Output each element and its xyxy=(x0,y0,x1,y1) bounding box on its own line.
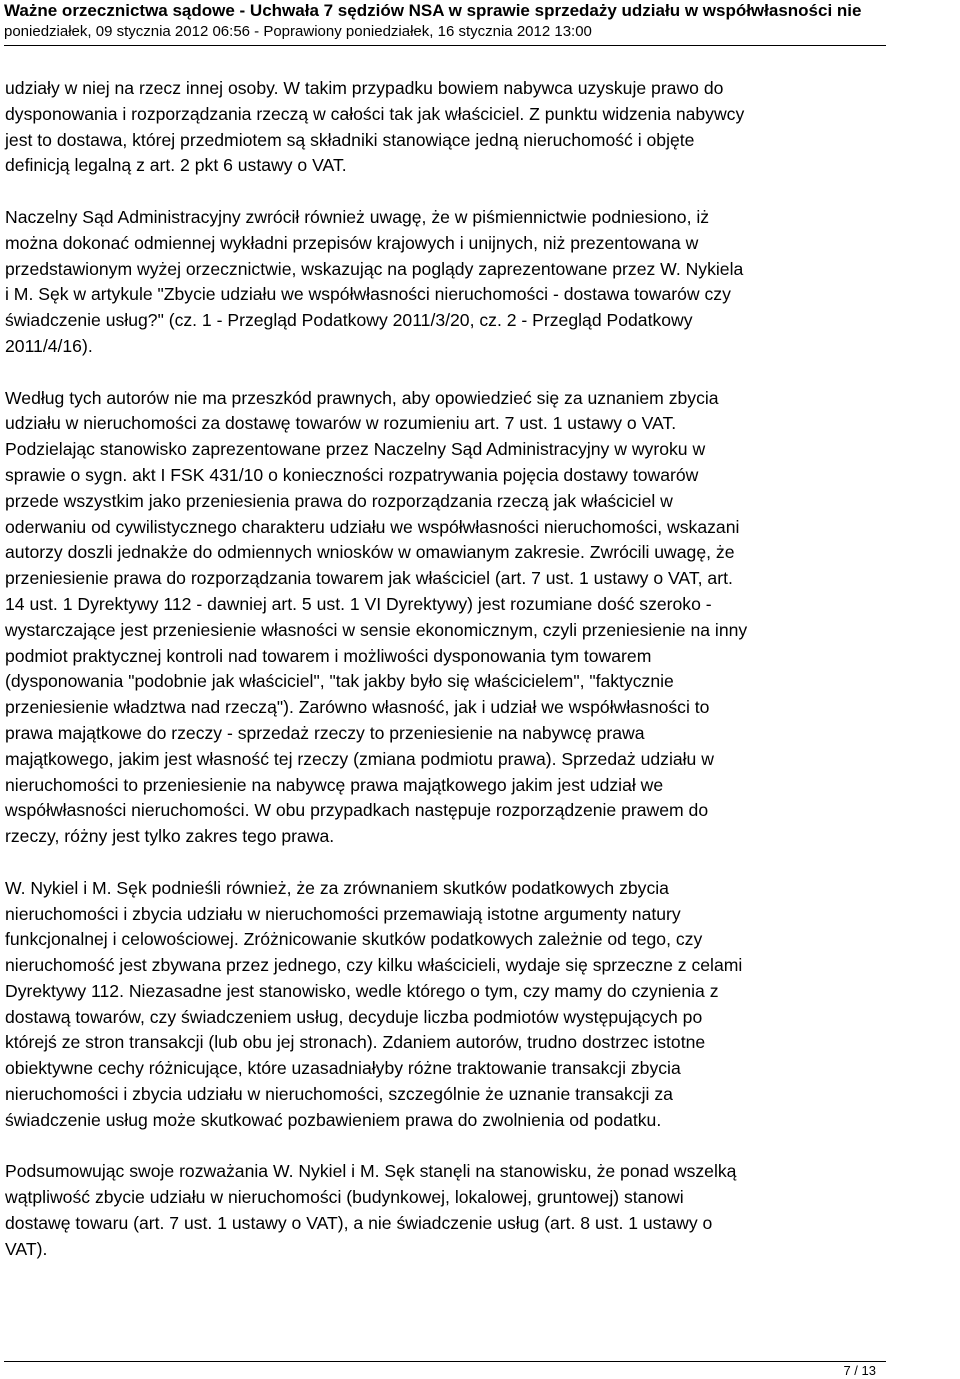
document-title: Ważne orzecznictwa sądowe - Uchwała 7 sędziów NSA w sprawie sprzedaży udziału w współwłasności nie xyxy=(4,1,862,20)
header-divider xyxy=(4,45,886,46)
article-body xyxy=(5,76,890,1288)
paragraph: udziały w niej na rzecz innej osoby. W takim przypadku bowiem nabywca uzyskuje prawo do dysponowania i rozporządzania rzeczą w całości tak jak właściciel. Z punktu widzenia nabywcy jest to dostawa, której przedmiotem są składniki stanowiące jedną nieruchomość i objęte definicją legalną z art. 2 pkt 6 ustawy o VAT. xyxy=(5,78,745,176)
paragraph: W. Nykiel i M. Sęk podnieśli również, że za zrównaniem skutków podatkowych zbycia nieruchomości i zbycia udziału w nieruchomości przemawiają istotne argumenty natury funkcjonalnej i celowościowej. Zróżnicowanie skutków podatkowych zależnie od tego, czy nieruchomość jest zbywana przez jednego, czy kilku właścicieli, wydaje się sprzeczne z celami Dyrektywy 112. Niezasadne jest stanowisko, wedle którego o tym, czy mamy do czynienia z dostawą towarów, czy świadczeniem usług, decyduje liczba podmiotów występujących po którejś ze stron transakcji (lub obu jej stronach). Zdaniem autorów, trudno dostrzec istotne obiektywne cechy różnicujące, które uzasadniałyby różne traktowanie transakcji zbycia nieruchomości i zbycia udziału w nieruchomości, szczególnie że uznanie transakcji za świadczenie usług może skutkować pozbawieniem prawa do zwolnienia od podatku. xyxy=(5,877,743,1130)
paragraph: Według tych autorów nie ma przeszkód prawnych, aby opowiedzieć się za uznaniem zbycia udziału w nieruchomości za dostawę towarów w rozumieniu art. 7 ust. 1 ustawy o VAT. Podzielając stanowisko zaprezentowane przez Naczelny Sąd Administracyjny w wyroku w sprawie o sygn. akt I FSK 431/10 o konieczności rozpatrywania pojęcia dostawy towarów przede wszystkim jako przeniesienia prawa do rozporządzania rzeczą jak właściciel w oderwaniu od cywilistycznego charakteru udziału we współwłasności nieruchomości, wskazani autorzy doszli jednakże do odmiennych wniosków w omawianym zakresie. Zwrócili uwagę, że przeniesienie prawa do rozporządzania towarem jak właściciel (art. 7 ust. 1 ustawy o VAT, art. 14 ust. 1 Dyrektywy 112 - dawniej art. 5 ust. 1 VI Dyrektywy) jest rozumiane dość szeroko - wystarczające jest przeniesienie własności w sensie ekonomicznym, czyli przeniesienie na inny podmiot praktycznej kontroli nad towarem i możliwości dysponowania tym towarem (dysponowania "podobnie jak właściciel", "tak jakby było się właścicielem", "faktycznie przeniesienie władztwa nad rzeczą"). Zarówno własność, jak i udział we współwłasności to prawa majątkowe do rzeczy - sprzedaż rzeczy to przeniesienie na nabywcę prawa majątkowego, jakim jest własność tej rzeczy (zmiana podmiotu prawa). Sprzedaż udziału w nieruchomości to przeniesienie na nabywcę prawa majątkowego jakim jest udział we współwłasności nieruchomości. W obu przypadkach następuje rozporządzenie prawem do rzeczy, różny jest tylko zakres tego prawa. xyxy=(5,387,748,847)
page-number: 7 / 13 xyxy=(843,1363,876,1378)
page-header xyxy=(0,0,960,48)
document-dates: poniedziałek, 09 stycznia 2012 06:56 - Poprawiony poniedziałek, 16 stycznia 2012 13:00 xyxy=(4,23,592,40)
footer-divider xyxy=(4,1361,886,1362)
paragraph: Podsumowując swoje rozważania W. Nykiel i M. Sęk stanęli na stanowisku, że ponad wszelką wątpliwość zbycie udziału w nieruchomości (budynkowej, lokalowej, gruntowej) stanowi dostawę towaru (art. 7 ust. 1 ustawy o VAT), a nie świadczenie usług (art. 8 ust. 1 ustawy o VAT). xyxy=(5,1161,737,1259)
paragraph: Naczelny Sąd Administracyjny zwrócił również uwagę, że w piśmiennictwie podniesiono, iż można dokonać odmiennej wykładni przepisów krajowych i unijnych, niż prezentowana w przedstawionym wyżej orzecznictwie, wskazując na poglądy zaprezentowane przez W. Nykiela i M. Sęk w artykule "Zbycie udziału we współwłasności nieruchomości - dostawa towarów czy świadczenie usług?" (cz. 1 - Przegląd Podatkowy 2011/3/20, cz. 2 - Przegląd Podatkowy 2011/4/16). xyxy=(5,206,744,356)
